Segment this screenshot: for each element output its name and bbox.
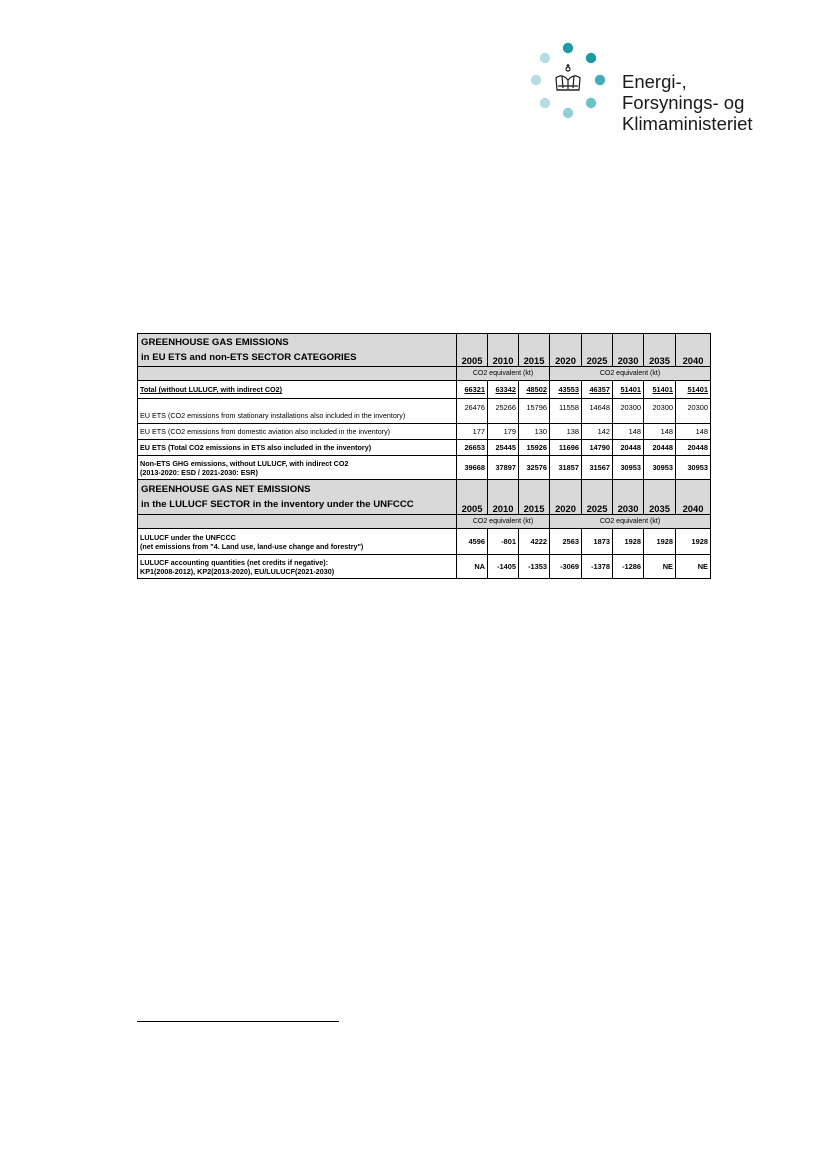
- unit-label-projected: CO2 equivalent (kt): [550, 367, 711, 381]
- year-header: 2030: [613, 480, 644, 515]
- row-value: 51401: [613, 381, 644, 399]
- year-header: 2010: [488, 334, 519, 367]
- ministry-logo: [526, 40, 766, 140]
- row-value: 20448: [676, 440, 711, 456]
- ministry-name-line-2: Forsynings- og: [622, 92, 745, 113]
- row-value: 30953: [644, 456, 676, 480]
- row-label-line2: KP1(2008-2012), KP2(2013-2020), EU/LULUCF(2021-2030): [140, 566, 335, 576]
- row-value: 148: [613, 424, 644, 440]
- emissions-table-container: [137, 333, 710, 579]
- row-value: -1353: [519, 555, 550, 579]
- year-header: 2025: [582, 334, 613, 367]
- row-label: EU ETS (CO2 emissions from domestic aviation also included in the inventory): [138, 424, 457, 440]
- row-value: 4596: [457, 529, 488, 555]
- row-value: 1873: [582, 529, 613, 555]
- row-value: 1928: [644, 529, 676, 555]
- row-value: 15926: [519, 440, 550, 456]
- row-value: 14790: [582, 440, 613, 456]
- table-row: [138, 529, 711, 555]
- year-header: 2015: [519, 334, 550, 367]
- year-header: 2020: [550, 480, 582, 515]
- row-label: Total (without LULUCF, with indirect CO2): [138, 381, 457, 399]
- ministry-name-line-1: Energi-,: [622, 71, 687, 92]
- row-value: 30953: [676, 456, 711, 480]
- table-row: [138, 440, 711, 456]
- row-label: [138, 555, 457, 579]
- table-row: [138, 381, 711, 399]
- row-value: -3069: [550, 555, 582, 579]
- table1-header-row: [138, 334, 711, 367]
- row-label: EU ETS (CO2 emissions from stationary installations also included in the inventory): [138, 399, 457, 424]
- emissions-table: [137, 333, 711, 579]
- row-value: 25266: [488, 399, 519, 424]
- table-row: [138, 555, 711, 579]
- ministry-name-line-3: Klimaministeriet: [622, 113, 753, 134]
- table-row: [138, 424, 711, 440]
- row-value: 46357: [582, 381, 613, 399]
- year-header: 2025: [582, 480, 613, 515]
- table2-title-line1: GREENHOUSE GAS NET EMISSIONS: [141, 483, 311, 495]
- row-value: 26653: [457, 440, 488, 456]
- row-value: 2563: [550, 529, 582, 555]
- row-value: 43553: [550, 381, 582, 399]
- row-value: 32576: [519, 456, 550, 480]
- row-value: NA: [457, 555, 488, 579]
- row-value: 20300: [644, 399, 676, 424]
- table1-title-line1: GREENHOUSE GAS EMISSIONS: [141, 336, 289, 348]
- row-value: 142: [582, 424, 613, 440]
- table1-title-line2: in EU ETS and non-ETS SECTOR CATEGORIES: [141, 351, 357, 363]
- row-value: 4222: [519, 529, 550, 555]
- row-value: NE: [676, 555, 711, 579]
- unit-label-historic: CO2 equivalent (kt): [457, 367, 550, 381]
- row-value: 15796: [519, 399, 550, 424]
- row-value: 37897: [488, 456, 519, 480]
- row-value: 148: [676, 424, 711, 440]
- table2-title: [138, 480, 457, 515]
- table1-unit-row: [138, 367, 711, 381]
- row-value: -801: [488, 529, 519, 555]
- row-value: 179: [488, 424, 519, 440]
- table-row: [138, 399, 711, 424]
- table2-title-line2: in the LULUCF SECTOR in the inventory under the UNFCCC: [141, 498, 414, 510]
- year-header: 2035: [644, 480, 676, 515]
- row-label: EU ETS (Total CO2 emissions in ETS also included in the inventory): [138, 440, 457, 456]
- year-header: 2040: [676, 334, 711, 367]
- unit-label-projected: CO2 equivalent (kt): [550, 515, 711, 529]
- row-value: 177: [457, 424, 488, 440]
- row-value: 20300: [676, 399, 711, 424]
- row-value: 20300: [613, 399, 644, 424]
- row-label-line2: (2013-2020: ESD / 2021-2030: ESR): [140, 467, 258, 477]
- row-value: 31857: [550, 456, 582, 480]
- row-value: 138: [550, 424, 582, 440]
- row-value: -1378: [582, 555, 613, 579]
- row-value: 25445: [488, 440, 519, 456]
- table-row: [138, 456, 711, 480]
- unit-spacer: [138, 367, 457, 381]
- footnote-separator: [137, 1021, 339, 1022]
- year-header: 2005: [457, 480, 488, 515]
- year-header: 2040: [676, 480, 711, 515]
- row-value: 31567: [582, 456, 613, 480]
- row-label-line1: LULUCF under the UNFCCC: [140, 532, 236, 542]
- row-label-line1: LULUCF accounting quantities (net credits if negative):: [140, 557, 329, 567]
- row-value: 30953: [613, 456, 644, 480]
- row-value: 26476: [457, 399, 488, 424]
- row-value: 1928: [613, 529, 644, 555]
- year-header: 2015: [519, 480, 550, 515]
- row-value: 66321: [457, 381, 488, 399]
- unit-spacer: [138, 515, 457, 529]
- row-value: 63342: [488, 381, 519, 399]
- table2-header-row: [138, 480, 711, 515]
- year-header: 2010: [488, 480, 519, 515]
- crown-logo-icon: [526, 40, 616, 130]
- row-value: 1928: [676, 529, 711, 555]
- row-value: 11696: [550, 440, 582, 456]
- row-value: 20448: [644, 440, 676, 456]
- row-label: [138, 456, 457, 480]
- year-header: 2035: [644, 334, 676, 367]
- year-header: 2020: [550, 334, 582, 367]
- table1-title: [138, 334, 457, 367]
- row-value: 20448: [613, 440, 644, 456]
- row-value: 148: [644, 424, 676, 440]
- row-label: [138, 529, 457, 555]
- unit-label-historic: CO2 equivalent (kt): [457, 515, 550, 529]
- row-value: 48502: [519, 381, 550, 399]
- row-value: 51401: [676, 381, 711, 399]
- row-value: 51401: [644, 381, 676, 399]
- row-value: 14648: [582, 399, 613, 424]
- table2-unit-row: [138, 515, 711, 529]
- row-value: NE: [644, 555, 676, 579]
- row-value: 130: [519, 424, 550, 440]
- ministry-name: [622, 71, 753, 134]
- year-header: 2030: [613, 334, 644, 367]
- row-value: 39668: [457, 456, 488, 480]
- row-value: 11558: [550, 399, 582, 424]
- row-label-line2: (net emissions from "4. Land use, land-use change and forestry"): [140, 541, 364, 551]
- row-value: -1405: [488, 555, 519, 579]
- row-value: -1286: [613, 555, 644, 579]
- row-label-line1: Non-ETS GHG emissions, without LULUCF, with indirect CO2: [140, 458, 349, 468]
- year-header: 2005: [457, 334, 488, 367]
